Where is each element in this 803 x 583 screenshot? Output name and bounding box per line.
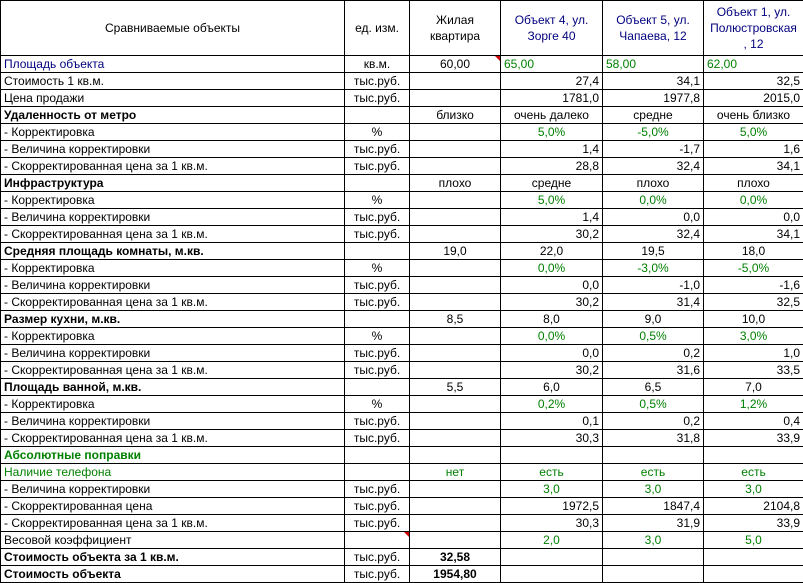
table-row [1, 464, 803, 481]
row-own-value[interactable] [410, 396, 501, 413]
row-own-value[interactable] [410, 328, 501, 345]
row-unit[interactable]: кв.м. [345, 56, 410, 73]
row-object-1-value[interactable]: 33,9 [704, 430, 803, 447]
row-object-4-value[interactable] [501, 447, 603, 464]
row-unit[interactable] [345, 243, 410, 260]
row-object-4-value[interactable]: 0,0% [501, 328, 603, 345]
row-object-5-value[interactable]: 9,0 [603, 311, 704, 328]
row-unit[interactable]: тыс.руб. [345, 430, 410, 447]
table-row [1, 260, 803, 277]
row-object-4-value[interactable]: 30,2 [501, 294, 603, 311]
row-unit[interactable]: % [345, 192, 410, 209]
row-object-4-value[interactable]: 65,00 [501, 56, 603, 73]
row-object-5-value[interactable]: 0,5% [603, 328, 704, 345]
row-own-value[interactable] [410, 209, 501, 226]
row-object-5-value[interactable]: 31,6 [603, 362, 704, 379]
row-unit[interactable] [345, 311, 410, 328]
row-object-5-value[interactable]: 1977,8 [603, 90, 704, 107]
row-object-5-value[interactable] [603, 447, 704, 464]
header-unit[interactable]: ед. изм. [345, 1, 410, 56]
row-object-5-value[interactable]: 58,00 [603, 56, 704, 73]
row-own-value[interactable] [410, 260, 501, 277]
table-row [1, 345, 803, 362]
row-object-1-value[interactable]: 1,0 [704, 345, 803, 362]
row-object-1-value[interactable]: 34,1 [704, 158, 803, 175]
row-own-value[interactable] [410, 345, 501, 362]
row-unit[interactable]: тыс.руб. [345, 158, 410, 175]
row-label[interactable]: - Скорректированная цена за 1 кв.м. [1, 362, 345, 379]
row-unit[interactable] [345, 379, 410, 396]
header-own-apartment[interactable]: Жилая квартира [410, 1, 501, 56]
table-row [1, 362, 803, 379]
row-label[interactable]: Стоимость объекта [1, 566, 345, 583]
row-object-1-value[interactable]: 34,1 [704, 226, 803, 243]
row-label[interactable]: - Величина корректировки [1, 277, 345, 294]
row-label[interactable]: - Величина корректировки [1, 141, 345, 158]
row-own-value[interactable] [410, 277, 501, 294]
row-unit[interactable]: тыс.руб. [345, 73, 410, 90]
row-object-4-value[interactable]: 22,0 [501, 243, 603, 260]
row-object-1-value[interactable]: 33,9 [704, 515, 803, 532]
row-unit[interactable]: тыс.руб. [345, 226, 410, 243]
row-object-4-value[interactable]: 28,8 [501, 158, 603, 175]
row-own-value[interactable] [410, 226, 501, 243]
row-object-4-value[interactable] [501, 566, 603, 583]
row-object-5-value[interactable]: 32,4 [603, 226, 704, 243]
table-row [1, 73, 803, 90]
row-label[interactable]: Абсолютные поправки [1, 447, 345, 464]
row-object-4-value[interactable]: 5,0% [501, 124, 603, 141]
row-object-4-value[interactable]: есть [501, 464, 603, 481]
row-object-1-value[interactable]: 2104,8 [704, 498, 803, 515]
row-object-1-value[interactable]: 2015,0 [704, 90, 803, 107]
row-own-value[interactable]: 5,5 [410, 379, 501, 396]
row-object-4-value[interactable]: 1,4 [501, 209, 603, 226]
row-own-value[interactable] [410, 430, 501, 447]
row-label[interactable]: - Корректировка [1, 328, 345, 345]
row-label[interactable]: - Скорректированная цена за 1 кв.м. [1, 158, 345, 175]
table-row [1, 175, 803, 192]
table-row [1, 107, 803, 124]
row-object-4-value[interactable] [501, 549, 603, 566]
row-label[interactable]: - Корректировка [1, 124, 345, 141]
table-row [1, 192, 803, 209]
row-object-5-value[interactable]: 0,2 [603, 413, 704, 430]
row-label[interactable]: - Скорректированная цена за 1 кв.м. [1, 226, 345, 243]
row-object-5-value[interactable]: 31,8 [603, 430, 704, 447]
row-unit[interactable]: тыс.руб. [345, 345, 410, 362]
row-object-5-value[interactable]: -5,0% [603, 124, 704, 141]
table-row [1, 226, 803, 243]
table-row [1, 498, 803, 515]
row-object-5-value[interactable]: плохо [603, 175, 704, 192]
row-object-1-value[interactable]: 0,0% [704, 192, 803, 209]
row-object-4-value[interactable]: 6,0 [501, 379, 603, 396]
table-row [1, 277, 803, 294]
table-row [1, 566, 803, 583]
row-own-value[interactable] [410, 362, 501, 379]
row-own-value[interactable] [410, 532, 501, 549]
row-object-1-value[interactable]: 18,0 [704, 243, 803, 260]
row-own-value[interactable] [410, 73, 501, 90]
row-object-4-value[interactable]: 1781,0 [501, 90, 603, 107]
row-unit[interactable]: тыс.руб. [345, 481, 410, 498]
table-row [1, 549, 803, 566]
row-own-value[interactable]: плохо [410, 175, 501, 192]
row-label[interactable]: - Величина корректировки [1, 481, 345, 498]
row-object-5-value[interactable]: 0,5% [603, 396, 704, 413]
table-row [1, 56, 803, 73]
row-object-4-value[interactable]: 1972,5 [501, 498, 603, 515]
row-unit[interactable]: % [345, 396, 410, 413]
row-label[interactable]: - Скорректированная цена [1, 498, 345, 515]
row-unit[interactable] [345, 464, 410, 481]
row-label[interactable]: - Корректировка [1, 396, 345, 413]
row-object-1-value[interactable]: 5,0 [704, 532, 803, 549]
row-object-1-value[interactable]: -5,0% [704, 260, 803, 277]
row-label[interactable]: - Величина корректировки [1, 345, 345, 362]
header-row [1, 1, 803, 56]
row-label[interactable]: - Корректировка [1, 260, 345, 277]
row-object-1-value[interactable]: 1,2% [704, 396, 803, 413]
row-object-5-value[interactable]: -1,0 [603, 277, 704, 294]
row-object-5-value[interactable]: есть [603, 464, 704, 481]
row-label[interactable]: Площадь объекта [1, 56, 345, 73]
row-label[interactable]: Весовой коэффициент [1, 532, 345, 549]
row-own-value[interactable]: нет [410, 464, 501, 481]
row-object-4-value[interactable]: 0,2% [501, 396, 603, 413]
row-object-1-value[interactable]: 32,5 [704, 294, 803, 311]
row-object-5-value[interactable]: -3,0% [603, 260, 704, 277]
table-row [1, 396, 803, 413]
row-own-value[interactable] [410, 515, 501, 532]
row-object-5-value[interactable]: 1847,4 [603, 498, 704, 515]
row-object-5-value[interactable]: 31,9 [603, 515, 704, 532]
row-object-1-value[interactable]: 1,6 [704, 141, 803, 158]
row-object-5-value[interactable]: 3,0 [603, 532, 704, 549]
row-object-4-value[interactable]: 2,0 [501, 532, 603, 549]
row-object-1-value[interactable] [704, 566, 803, 583]
row-object-5-value[interactable]: 6,5 [603, 379, 704, 396]
row-object-4-value[interactable]: средне [501, 175, 603, 192]
row-own-value[interactable] [410, 158, 501, 175]
row-unit[interactable]: тыс.руб. [345, 90, 410, 107]
row-unit[interactable]: % [345, 260, 410, 277]
row-object-5-value[interactable]: 31,4 [603, 294, 704, 311]
row-object-4-value[interactable]: 8,0 [501, 311, 603, 328]
row-object-1-value[interactable]: есть [704, 464, 803, 481]
table-row [1, 294, 803, 311]
row-unit[interactable] [345, 175, 410, 192]
row-object-1-value[interactable]: 62,00 [704, 56, 803, 73]
row-label[interactable]: - Скорректированная цена за 1 кв.м. [1, 515, 345, 532]
row-object-5-value[interactable]: 0,0% [603, 192, 704, 209]
row-own-value[interactable] [410, 124, 501, 141]
row-unit[interactable]: тыс.руб. [345, 498, 410, 515]
row-own-value[interactable] [410, 294, 501, 311]
row-object-4-value[interactable]: 30,3 [501, 515, 603, 532]
row-own-value[interactable] [410, 192, 501, 209]
row-object-1-value[interactable]: 0,4 [704, 413, 803, 430]
table-row [1, 141, 803, 158]
row-label[interactable]: Размер кухни, м.кв. [1, 311, 345, 328]
row-own-value[interactable]: 1954,80 [410, 566, 501, 583]
row-object-1-value[interactable]: 0,0 [704, 209, 803, 226]
row-object-1-value[interactable]: 10,0 [704, 311, 803, 328]
header-object-5[interactable]: Объект 5, ул. Чапаева, 12 [603, 1, 704, 56]
row-object-1-value[interactable]: плохо [704, 175, 803, 192]
table-row [1, 413, 803, 430]
row-label[interactable]: - Скорректированная цена за 1 кв.м. [1, 294, 345, 311]
table-row [1, 379, 803, 396]
table-row [1, 158, 803, 175]
row-object-4-value[interactable]: 0,0% [501, 260, 603, 277]
row-object-5-value[interactable]: средне [603, 107, 704, 124]
row-own-value[interactable]: близко [410, 107, 501, 124]
row-label[interactable]: Цена продажи [1, 90, 345, 107]
row-unit[interactable]: тыс.руб. [345, 294, 410, 311]
row-label[interactable]: Средняя площадь комнаты, м.кв. [1, 243, 345, 260]
row-own-value[interactable] [410, 141, 501, 158]
row-object-1-value[interactable]: 32,5 [704, 73, 803, 90]
row-object-4-value[interactable]: 5,0% [501, 192, 603, 209]
row-object-5-value[interactable]: 0,2 [603, 345, 704, 362]
row-object-4-value[interactable]: 27,4 [501, 73, 603, 90]
row-object-1-value[interactable]: 33,5 [704, 362, 803, 379]
row-own-value[interactable] [410, 481, 501, 498]
row-object-5-value[interactable]: 0,0 [603, 209, 704, 226]
row-unit[interactable]: тыс.руб. [345, 515, 410, 532]
row-unit[interactable]: тыс.руб. [345, 209, 410, 226]
row-label[interactable]: Инфраструктура [1, 175, 345, 192]
row-label[interactable]: Площадь ванной, м.кв. [1, 379, 345, 396]
row-object-1-value[interactable]: 3,0 [704, 481, 803, 498]
row-object-4-value[interactable]: 30,2 [501, 362, 603, 379]
row-own-value[interactable]: 60,00 [410, 56, 501, 73]
row-label[interactable]: Стоимость 1 кв.м. [1, 73, 345, 90]
row-own-value[interactable] [410, 498, 501, 515]
row-own-value[interactable] [410, 413, 501, 430]
row-unit[interactable] [345, 447, 410, 464]
row-object-1-value[interactable]: 5,0% [704, 124, 803, 141]
table-row [1, 532, 803, 549]
row-unit[interactable]: тыс.руб. [345, 362, 410, 379]
table-row [1, 430, 803, 447]
header-object-4[interactable]: Объект 4, ул. Зорге 40 [501, 1, 603, 56]
row-label[interactable]: - Величина корректировки [1, 413, 345, 430]
row-label[interactable]: - Скорректированная цена за 1 кв.м. [1, 430, 345, 447]
row-own-value[interactable]: 8,5 [410, 311, 501, 328]
row-object-5-value[interactable] [603, 549, 704, 566]
table-row [1, 243, 803, 260]
row-object-4-value[interactable]: 1,4 [501, 141, 603, 158]
row-own-value[interactable]: 19,0 [410, 243, 501, 260]
row-unit[interactable]: % [345, 328, 410, 345]
row-object-4-value[interactable]: 0,0 [501, 277, 603, 294]
row-unit[interactable]: тыс.руб. [345, 566, 410, 583]
row-object-1-value[interactable] [704, 447, 803, 464]
row-own-value[interactable]: 32,58 [410, 549, 501, 566]
row-unit[interactable] [345, 107, 410, 124]
row-own-value[interactable] [410, 90, 501, 107]
table-row [1, 124, 803, 141]
row-object-1-value[interactable] [704, 549, 803, 566]
row-object-1-value[interactable]: очень близко [704, 107, 803, 124]
row-object-4-value[interactable]: 0,0 [501, 345, 603, 362]
table-row [1, 447, 803, 464]
row-object-5-value[interactable]: 19,5 [603, 243, 704, 260]
row-object-5-value[interactable]: 32,4 [603, 158, 704, 175]
row-object-5-value[interactable]: 3,0 [603, 481, 704, 498]
table-row [1, 311, 803, 328]
row-label[interactable]: - Корректировка [1, 192, 345, 209]
row-object-4-value[interactable]: 30,2 [501, 226, 603, 243]
row-unit[interactable]: тыс.руб. [345, 277, 410, 294]
row-label[interactable]: Наличие телефона [1, 464, 345, 481]
row-object-5-value[interactable]: 34,1 [603, 73, 704, 90]
row-object-4-value[interactable]: очень далеко [501, 107, 603, 124]
table-row [1, 515, 803, 532]
row-unit[interactable] [345, 532, 410, 549]
row-object-4-value[interactable]: 30,3 [501, 430, 603, 447]
row-label[interactable]: Стоимость объекта за 1 кв.м. [1, 549, 345, 566]
row-unit[interactable]: % [345, 124, 410, 141]
row-object-4-value[interactable]: 0,1 [501, 413, 603, 430]
row-unit[interactable]: тыс.руб. [345, 141, 410, 158]
row-object-4-value[interactable]: 3,0 [501, 481, 603, 498]
row-object-1-value[interactable]: -1,6 [704, 277, 803, 294]
row-label[interactable]: - Величина корректировки [1, 209, 345, 226]
row-unit[interactable]: тыс.руб. [345, 549, 410, 566]
table-row [1, 328, 803, 345]
row-object-5-value[interactable] [603, 566, 704, 583]
header-object-1[interactable]: Объект 1, ул. Полюстровская , 12 [704, 1, 803, 56]
row-own-value[interactable] [410, 447, 501, 464]
row-label[interactable]: Удаленность от метро [1, 107, 345, 124]
row-unit[interactable]: тыс.руб. [345, 413, 410, 430]
table-row [1, 90, 803, 107]
table-body [1, 56, 803, 583]
row-object-5-value[interactable]: -1,7 [603, 141, 704, 158]
row-object-1-value[interactable]: 3,0% [704, 328, 803, 345]
table-row [1, 481, 803, 498]
row-object-1-value[interactable]: 7,0 [704, 379, 803, 396]
header-objects[interactable]: Сравниваемые объекты [1, 1, 345, 56]
table-row [1, 209, 803, 226]
